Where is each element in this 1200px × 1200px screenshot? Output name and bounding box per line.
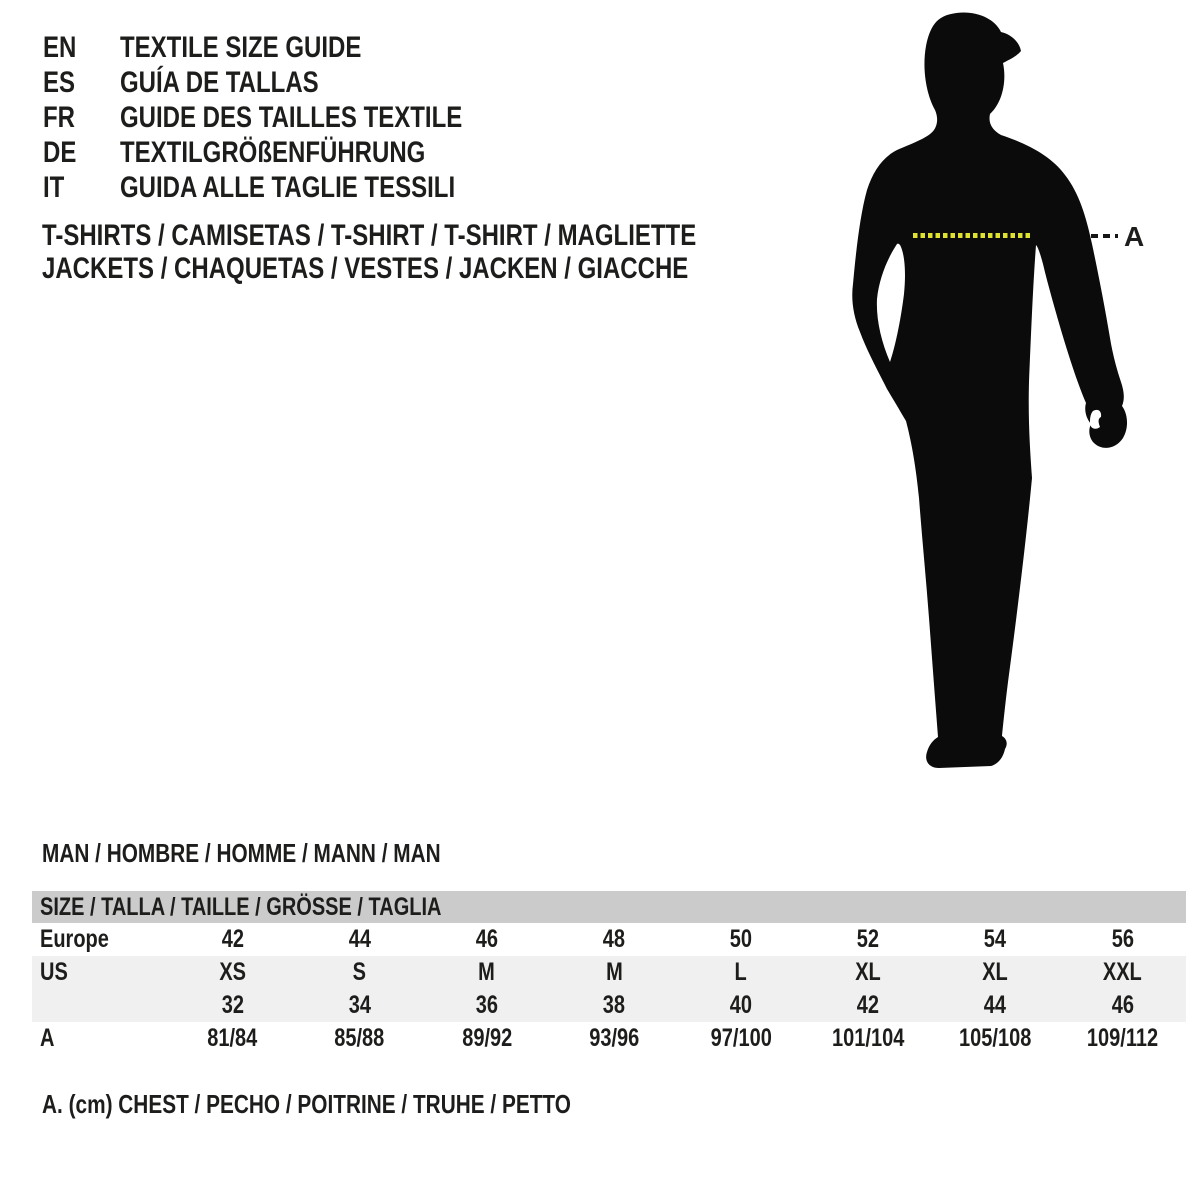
table-cell: XXL — [1102, 958, 1142, 986]
lang-code: DE — [43, 136, 77, 169]
table-cell: 46 — [475, 925, 498, 953]
table-cell: M — [605, 958, 623, 986]
table-cell: 48 — [602, 925, 626, 953]
lang-title: TEXTILGRÖßENFÜHRUNG — [120, 136, 426, 169]
table-cell: 36 — [475, 991, 498, 1019]
table-cell: 54 — [984, 925, 1007, 953]
size-table-header — [32, 891, 1186, 923]
row-label: US — [40, 958, 68, 986]
table-cell: 50 — [729, 925, 753, 953]
table-cell: L — [734, 958, 748, 986]
lang-title: GUIDE DES TAILLES TEXTILE — [120, 101, 463, 134]
chest-measure-dotted-line — [913, 233, 1032, 238]
table-cell: 85/88 — [334, 1024, 385, 1052]
table-cell: 93/96 — [588, 1024, 639, 1052]
lang-title: GUIDA ALLE TAGLIE TESSILI — [120, 171, 456, 204]
table-row-chest-a — [32, 1022, 1186, 1055]
row-label: Europe — [40, 925, 109, 953]
table-cell: 56 — [1111, 925, 1134, 953]
table-cell: 44 — [984, 991, 1007, 1019]
category-line-jackets: JACKETS / CHAQUETAS / VESTES / JACKEN / GIACCHE — [42, 252, 689, 285]
section-heading-text: MAN / HOMBRE / HOMME / MANN / MAN — [42, 838, 441, 868]
table-cell: 105/108 — [959, 1024, 1032, 1052]
table-cell: 34 — [348, 991, 371, 1019]
lang-title: TEXTILE SIZE GUIDE — [120, 31, 362, 64]
size-table — [32, 891, 1186, 1055]
lang-code: IT — [43, 171, 65, 204]
lang-code: EN — [43, 31, 77, 64]
measure-label-a: A — [1124, 221, 1145, 252]
table-cell: XL — [982, 958, 1009, 986]
table-cell: 46 — [1111, 991, 1134, 1019]
table-row-us — [32, 956, 1186, 989]
lang-code: ES — [43, 66, 76, 99]
table-cell: XS — [219, 958, 246, 986]
table-cell: 109/112 — [1086, 1024, 1159, 1052]
table-cell: S — [353, 958, 367, 986]
table-row-numeric — [32, 989, 1186, 1022]
measurement-footnote — [42, 1091, 703, 1117]
table-cell: 81/84 — [207, 1024, 258, 1052]
table-cell: 42 — [221, 925, 244, 953]
lang-title: GUÍA DE TALLAS — [120, 66, 319, 99]
section-heading — [42, 840, 540, 866]
table-row-europe — [32, 923, 1186, 956]
table-cell: 44 — [348, 925, 371, 953]
category-line-tshirts: T-SHIRTS / CAMISETAS / T-SHIRT / T-SHIRT / MAGLIETTE — [42, 219, 697, 252]
table-cell: M — [478, 958, 496, 986]
row-label: A — [40, 1024, 55, 1052]
table-cell: 38 — [602, 991, 626, 1019]
table-cell: 32 — [221, 991, 244, 1019]
table-cell: 52 — [857, 925, 880, 953]
table-cell: 101/104 — [832, 1024, 905, 1052]
lang-code: FR — [43, 101, 75, 134]
table-cell: 40 — [729, 991, 753, 1019]
measurement-footnote-text: A. (cm) CHEST / PECHO / POITRINE / TRUHE / PETTO — [42, 1089, 571, 1119]
table-cell: 97/100 — [710, 1024, 772, 1052]
table-cell: XL — [855, 958, 881, 986]
man-silhouette-icon — [830, 0, 1150, 790]
table-cell: 42 — [857, 991, 880, 1019]
table-cell: 89/92 — [461, 1024, 512, 1052]
measure-callout-dashes — [1091, 234, 1118, 238]
size-table-header-text: SIZE / TALLA / TAILLE / GRÖSSE / TAGLIA — [40, 893, 442, 921]
